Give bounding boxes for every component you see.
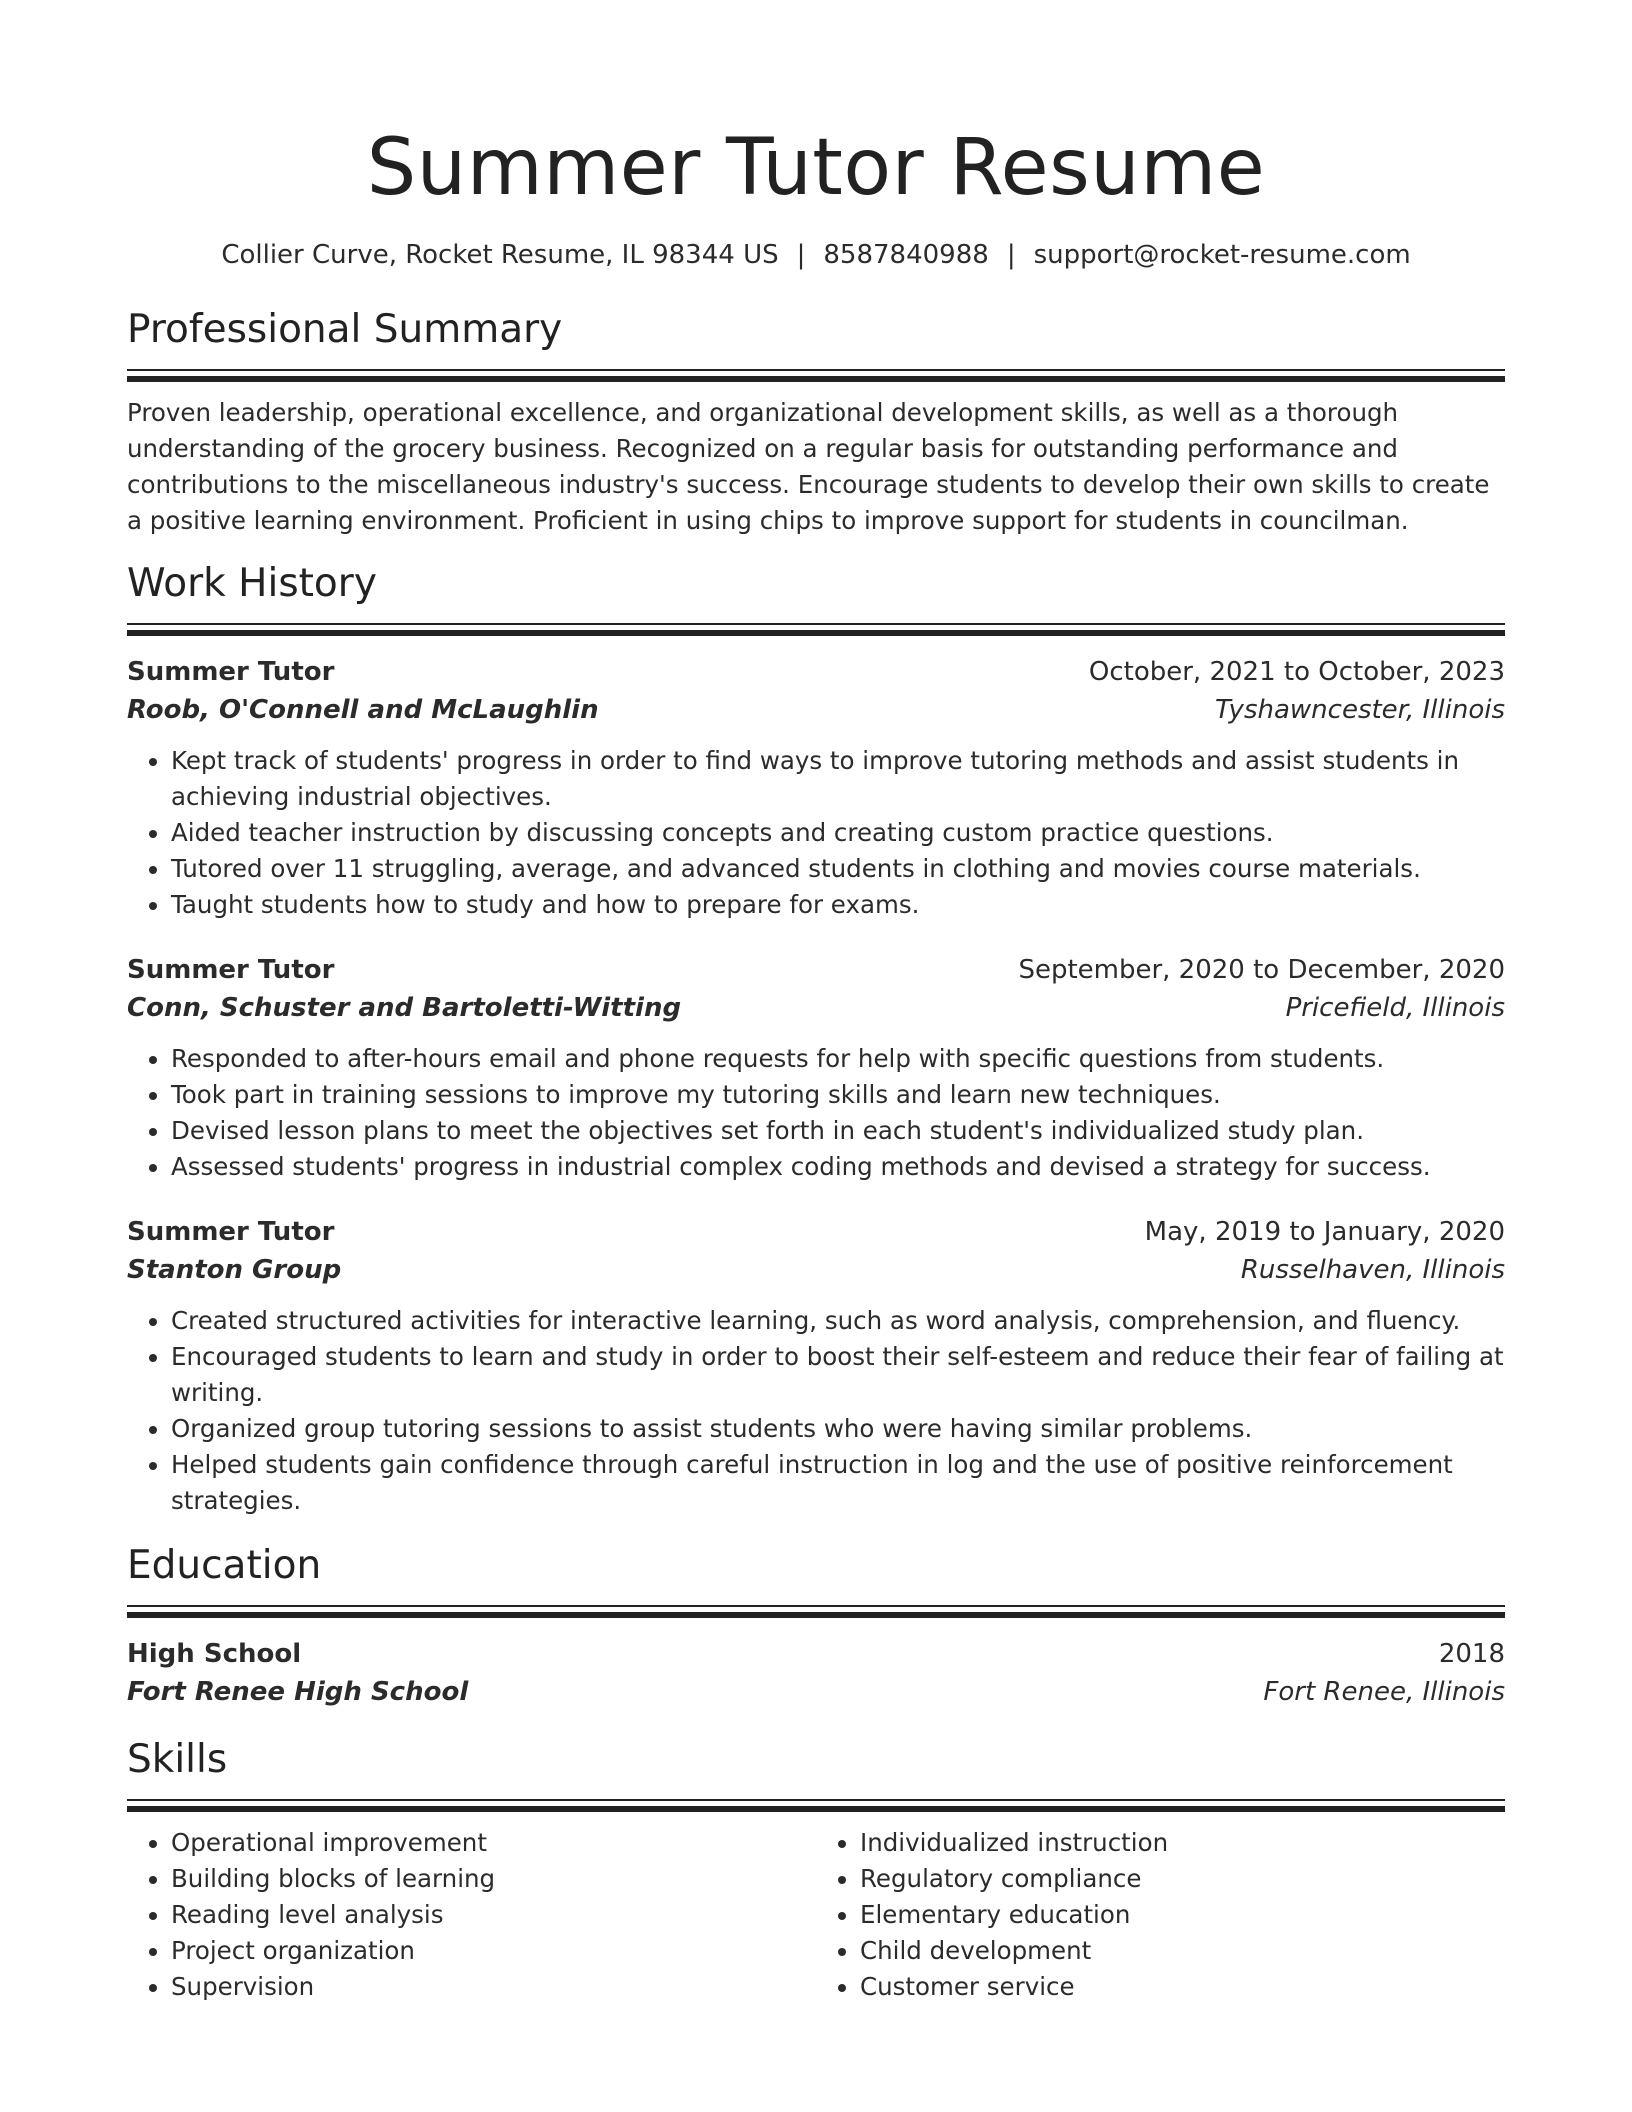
education-school: Fort Renee High School bbox=[127, 1677, 469, 1707]
contact-email: support@rocket-resume.com bbox=[1033, 240, 1411, 270]
job-location: Tyshawncester, Illinois bbox=[1214, 695, 1505, 725]
contact-phone: 8587840988 bbox=[823, 240, 989, 270]
list-item: • Taught students how to study and how to prepare for exams. bbox=[171, 887, 1505, 923]
section-divider bbox=[127, 369, 1505, 383]
skill-item: • Building blocks of learning bbox=[171, 1861, 816, 1897]
education-year: 2018 bbox=[1438, 1639, 1505, 1669]
skills-list-left bbox=[127, 1825, 816, 2005]
job-role: Summer Tutor bbox=[127, 955, 335, 985]
job-entry bbox=[127, 1213, 1505, 1519]
job-bullets bbox=[127, 1303, 1505, 1519]
list-item: • Devised lesson plans to meet the objectives set forth in each student's individualized study plan. bbox=[171, 1113, 1505, 1149]
section-divider bbox=[127, 623, 1505, 637]
contact-separator: | bbox=[1006, 240, 1016, 270]
list-item: • Aided teacher instruction by discussing concepts and creating custom practice questions. bbox=[171, 815, 1505, 851]
education-location: Fort Renee, Illinois bbox=[1263, 1677, 1505, 1707]
list-item: • Took part in training sessions to improve my tutoring skills and learn new techniques. bbox=[171, 1077, 1505, 1113]
job-bullets bbox=[127, 743, 1505, 923]
job-dates: May, 2019 to January, 2020 bbox=[1144, 1217, 1505, 1247]
skill-item: • Child development bbox=[860, 1933, 1505, 1969]
job-company-row bbox=[127, 989, 1505, 1027]
job-entry bbox=[127, 653, 1505, 923]
section-divider bbox=[127, 1799, 1505, 1813]
summary-text: Proven leadership, operational excellence, and organizational development skills, as well as a thorough understanding of the grocery business. Recognized on a regular basis for outstanding performance and contributions to the miscellaneous industry's success. Encourage students to develop their own skills to create a positive learning environment. Proficient in using chips to improve support for students in councilman. bbox=[127, 398, 1490, 535]
job-role: Summer Tutor bbox=[127, 657, 335, 687]
job-company: Conn, Schuster and Bartoletti-Witting bbox=[127, 993, 682, 1023]
list-item: • Responded to after-hours email and phone requests for help with specific questions from students. bbox=[171, 1041, 1505, 1077]
job-header-row bbox=[127, 653, 1505, 691]
work-history-section bbox=[127, 559, 1505, 1519]
education-section bbox=[127, 1541, 1505, 1711]
skill-item: • Reading level analysis bbox=[171, 1897, 816, 1933]
list-item: • Helped students gain confidence through careful instruction in log and the use of positive reinforcement strategies. bbox=[171, 1447, 1505, 1519]
education-heading: Education bbox=[127, 1543, 322, 1588]
job-location: Pricefield, Illinois bbox=[1285, 993, 1505, 1023]
job-company: Stanton Group bbox=[127, 1255, 342, 1285]
list-item: • Organized group tutoring sessions to assist students who were having similar problems. bbox=[171, 1411, 1505, 1447]
skill-item: • Customer service bbox=[860, 1969, 1505, 2005]
section-divider bbox=[127, 1605, 1505, 1619]
skills-heading: Skills bbox=[127, 1737, 228, 1782]
job-company: Roob, O'Connell and McLaughlin bbox=[127, 695, 599, 725]
job-company-row bbox=[127, 1251, 1505, 1289]
job-header-row bbox=[127, 1213, 1505, 1251]
skill-item: • Elementary education bbox=[860, 1897, 1505, 1933]
job-role: Summer Tutor bbox=[127, 1217, 335, 1247]
job-location: Russelhaven, Illinois bbox=[1240, 1255, 1505, 1285]
skill-item: • Project organization bbox=[171, 1933, 816, 1969]
skill-item: • Individualized instruction bbox=[860, 1825, 1505, 1861]
skills-list-right bbox=[816, 1825, 1505, 2005]
list-item: • Kept track of students' progress in order to find ways to improve tutoring methods and assist students in achieving industrial objectives. bbox=[171, 743, 1505, 815]
summary-section bbox=[127, 305, 1505, 539]
skills-columns bbox=[127, 1825, 1505, 2005]
summary-heading: Professional Summary bbox=[127, 307, 563, 352]
education-header-row bbox=[127, 1635, 1505, 1673]
skill-item: • Operational improvement bbox=[171, 1825, 816, 1861]
skill-item: • Supervision bbox=[171, 1969, 816, 2005]
contact-separator: | bbox=[796, 240, 806, 270]
work-history-heading: Work History bbox=[127, 561, 377, 606]
skill-item: • Regulatory compliance bbox=[860, 1861, 1505, 1897]
job-header-row bbox=[127, 951, 1505, 989]
list-item: • Created structured activities for interactive learning, such as word analysis, comprehension, and fluency. bbox=[171, 1303, 1505, 1339]
skills-section bbox=[127, 1735, 1505, 2005]
education-school-row bbox=[127, 1673, 1505, 1711]
contact-address: Collier Curve, Rocket Resume, IL 98344 US bbox=[221, 240, 779, 270]
list-item: • Assessed students' progress in industrial complex coding methods and devised a strategy for success. bbox=[171, 1149, 1505, 1185]
job-dates: September, 2020 to December, 2020 bbox=[1018, 955, 1505, 985]
job-bullets bbox=[127, 1041, 1505, 1185]
education-degree: High School bbox=[127, 1639, 302, 1669]
contact-line bbox=[127, 238, 1505, 272]
education-entry bbox=[127, 1635, 1505, 1711]
job-entry bbox=[127, 951, 1505, 1185]
job-dates: October, 2021 to October, 2023 bbox=[1088, 657, 1505, 687]
resume-title: Summer Tutor Resume bbox=[366, 123, 1266, 213]
list-item: • Encouraged students to learn and study in order to boost their self-esteem and reduce their fear of failing at writing. bbox=[171, 1339, 1505, 1411]
job-company-row bbox=[127, 691, 1505, 729]
list-item: • Tutored over 11 struggling, average, and advanced students in clothing and movies course materials. bbox=[171, 851, 1505, 887]
